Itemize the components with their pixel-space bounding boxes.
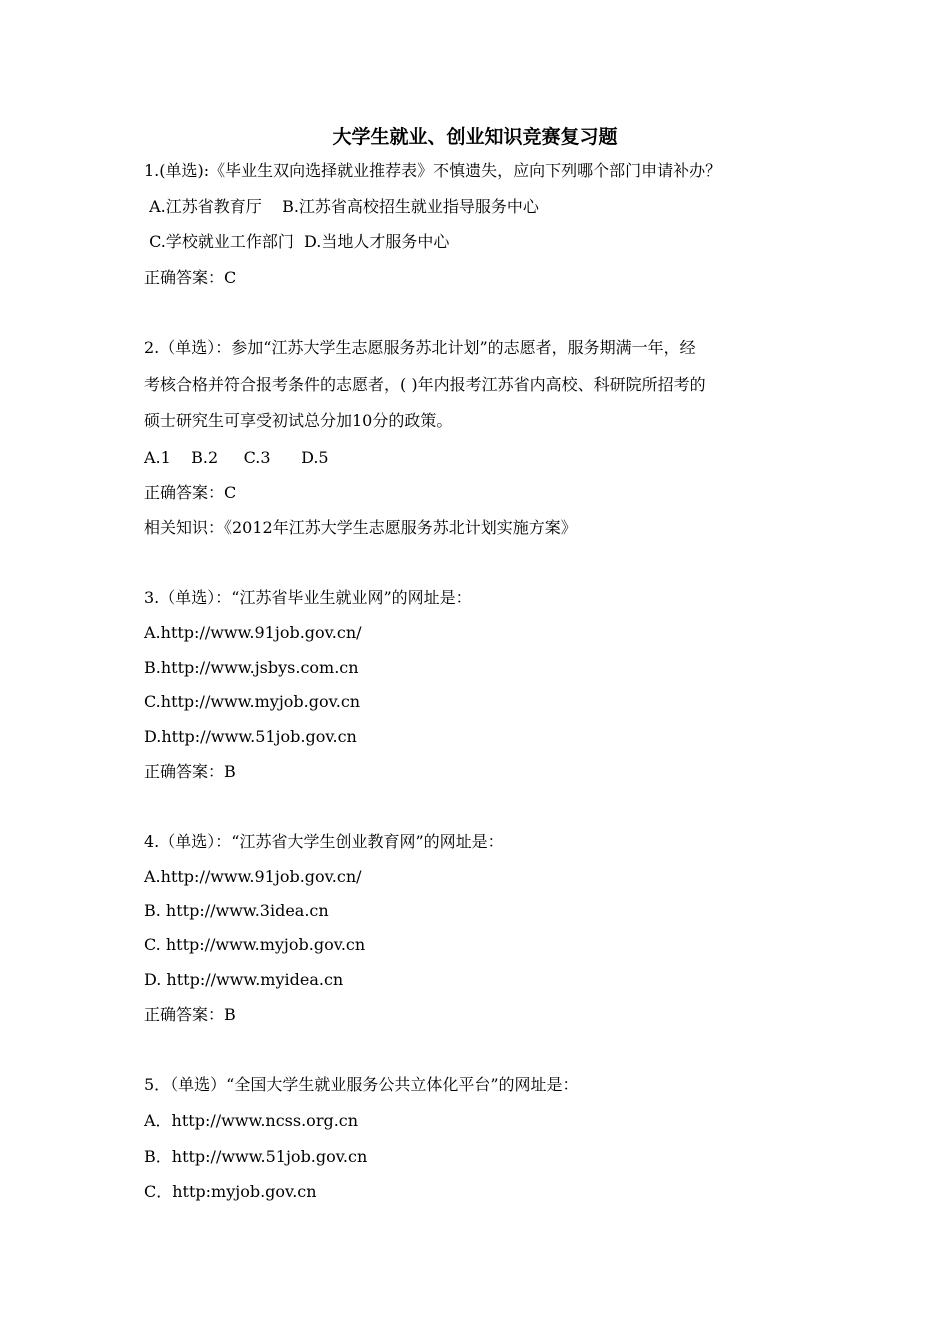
document-title: 大学生就业、创业知识竞赛复习题 xyxy=(332,126,618,148)
q1-stem: 1.(单选):《毕业生双向选择就业推荐表》不慎遗失，应向下列哪个部门申请补办？ xyxy=(144,161,722,180)
q3-answer: 正确答案：B xyxy=(144,762,236,781)
q5-option-c: C．http:myjob.gov.cn xyxy=(144,1182,317,1201)
q2-related-knowledge: 相关知识：《2012年江苏大学生志愿服务苏北计划实施方案》 xyxy=(144,518,577,537)
q4-option-b: B. http://www.3idea.cn xyxy=(144,901,329,920)
q5-stem: 5．（单选）“全国大学生就业服务公共立体化平台”的网址是： xyxy=(144,1075,579,1094)
q4-option-c: C. http://www.myjob.gov.cn xyxy=(144,935,366,954)
q2-stem-line-2: 考核合格并符合报考条件的志愿者，( )年内报考江苏省内高校、科研院所招考的 xyxy=(144,375,706,394)
q3-option-a: A.http://www.91job.gov.cn/ xyxy=(144,623,362,642)
q4-option-d: D. http://www.myidea.cn xyxy=(144,970,344,989)
q1-option-line-2: C.学校就业工作部门 D.当地人才服务中心 xyxy=(144,232,450,251)
q5-option-b: B．http://www.51job.gov.cn xyxy=(144,1147,368,1166)
q2-options: A.1 B.2 C.3 D.5 xyxy=(144,448,329,467)
q2-stem-line-1: 2.（单选）：参加“江苏大学生志愿服务苏北计划”的志愿者，服务期满一年，经 xyxy=(144,338,696,357)
q4-answer: 正确答案：B xyxy=(144,1005,236,1024)
q1-option-line-1: A.江苏省教育厅 B.江苏省高校招生就业指导服务中心 xyxy=(144,197,539,216)
q4-stem: 4.（单选）：“江苏省大学生创业教育网”的网址是： xyxy=(144,832,504,851)
q1-answer: 正确答案：C xyxy=(144,268,237,287)
q3-option-c: C.http://www.myjob.gov.cn xyxy=(144,692,361,711)
q2-stem-line-3: 硕士研究生可享受初试总分加10分的政策。 xyxy=(144,411,453,430)
q4-option-a: A.http://www.91job.gov.cn/ xyxy=(144,867,362,886)
q5-option-a: A．http://www.ncss.org.cn xyxy=(144,1111,359,1130)
q2-answer: 正确答案：C xyxy=(144,483,237,502)
q3-stem: 3.（单选）：“江苏省毕业生就业网”的网址是： xyxy=(144,588,472,607)
q3-option-b: B.http://www.jsbys.com.cn xyxy=(144,658,359,677)
q3-option-d: D.http://www.51job.gov.cn xyxy=(144,727,357,746)
